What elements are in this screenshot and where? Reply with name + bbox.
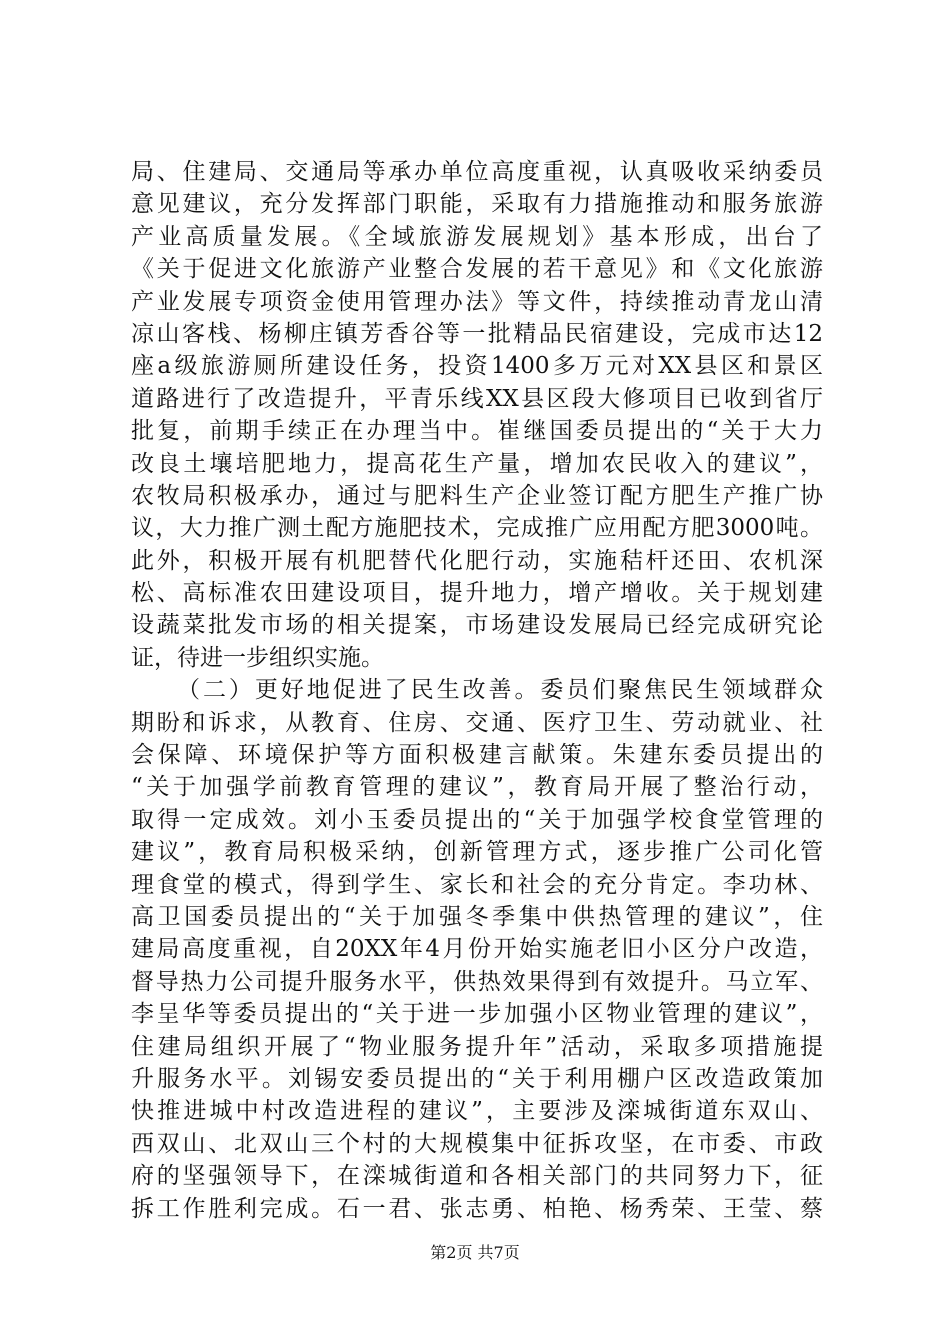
text-line: 产业高质量发展。《全域旅游发展规划》基本形成，出台了 (131, 223, 823, 250)
text-line: 取得一定成效。刘小玉委员提出的“关于加强学校食堂管理的 (131, 806, 823, 833)
text-line: “关于加强学前教育管理的建议”，教育局开展了整治行动， (131, 774, 823, 801)
text-line: 改良土壤培肥地力，提高花生产量，增加农民收入的建议”， (131, 450, 823, 477)
text-line: 批复，前期手续正在办理当中。崔继国委员提出的“关于大力 (131, 418, 823, 445)
text-line: 产业发展专项资金使用管理办法》等文件，持续推动青龙山清 (131, 288, 823, 315)
text-line: 《关于促进文化旅游产业整合发展的若干意见》和《文化旅游 (131, 256, 823, 283)
text-line: 道路进行了改造提升，平青乐线XX县区段大修项目已收到省厅 (131, 385, 823, 412)
body-text (131, 156, 823, 1225)
text-line: 住建局组织开展了“物业服务提升年”活动，采取多项措施提 (131, 1033, 823, 1060)
text-line: 凉山客栈、杨柳庄镇芳香谷等一批精品民宿建设，完成市达12 (131, 320, 823, 347)
page-number-footer: 第2页 共7页 (430, 1243, 520, 1262)
text-line: 局、住建局、交通局等承办单位高度重视，认真吸收采纳委员 (131, 159, 823, 185)
text-line: 建局高度重视，自20XX年4月份开始实施老旧小区分户改造， (131, 936, 823, 963)
text-line: 府的坚强领导下，在滦城街道和各相关部门的共同努力下，征 (131, 1163, 823, 1190)
text-line: 督导热力公司提升服务水平，供热效果得到有效提升。马立军、 (131, 968, 823, 995)
text-line: 证，待进一步组织实施。 (131, 644, 384, 671)
text-line: 设蔬菜批发市场的相关提案，市场建设发展局已经完成研究论 (131, 612, 823, 639)
text-line: 升服务水平。刘锡安委员提出的“关于利用棚户区改造政策加 (131, 1065, 823, 1092)
text-line: 拆工作胜利完成。石一君、张志勇、柏艳、杨秀荣、王莹、蔡 (131, 1195, 823, 1222)
text-line: 李呈华等委员提出的“关于进一步加强小区物业管理的建议”， (131, 1001, 823, 1028)
text-line: 建议”，教育局积极采纳，创新管理方式，逐步推广公司化管 (131, 839, 823, 866)
text-line: 松、高标准农田建设项目，提升地力，增产增收。关于规划建 (131, 580, 823, 607)
text-line: 座a级旅游厕所建设任务，投资1400多万元对XX县区和景区 (131, 353, 823, 380)
text-line: 会保障、环境保护等方面积极建言献策。朱建东委员提出的 (131, 742, 823, 769)
text-line: 意见建议，充分发挥部门职能，采取有力措施推动和服务旅游 (131, 191, 823, 218)
text-line: 此外，积极开展有机肥替代化肥行动，实施秸杆还田、农机深 (131, 547, 823, 574)
text-line: 农牧局积极承办，通过与肥料生产企业签订配方肥生产推广协 (131, 482, 823, 509)
text-line: 快推进城中村改造进程的建议”，主要涉及滦城街道东双山、 (131, 1098, 823, 1125)
text-line: 高卫国委员提出的“关于加强冬季集中供热管理的建议”，住 (131, 903, 823, 930)
text-line: 理食堂的模式，得到学生、家长和社会的充分肯定。李功林、 (131, 871, 823, 898)
text-line: 议，大力推广测土配方施肥技术，完成推广应用配方肥3000吨。 (131, 515, 823, 542)
text-line: 西双山、北双山三个村的大规模集中征拆攻坚，在市委、市政 (131, 1130, 823, 1157)
text-line: 期盼和诉求，从教育、住房、交通、医疗卫生、劳动就业、社 (131, 709, 823, 736)
text-line-indented: （二）更好地促进了民生改善。委员们聚焦民生领域群众 (177, 677, 823, 704)
